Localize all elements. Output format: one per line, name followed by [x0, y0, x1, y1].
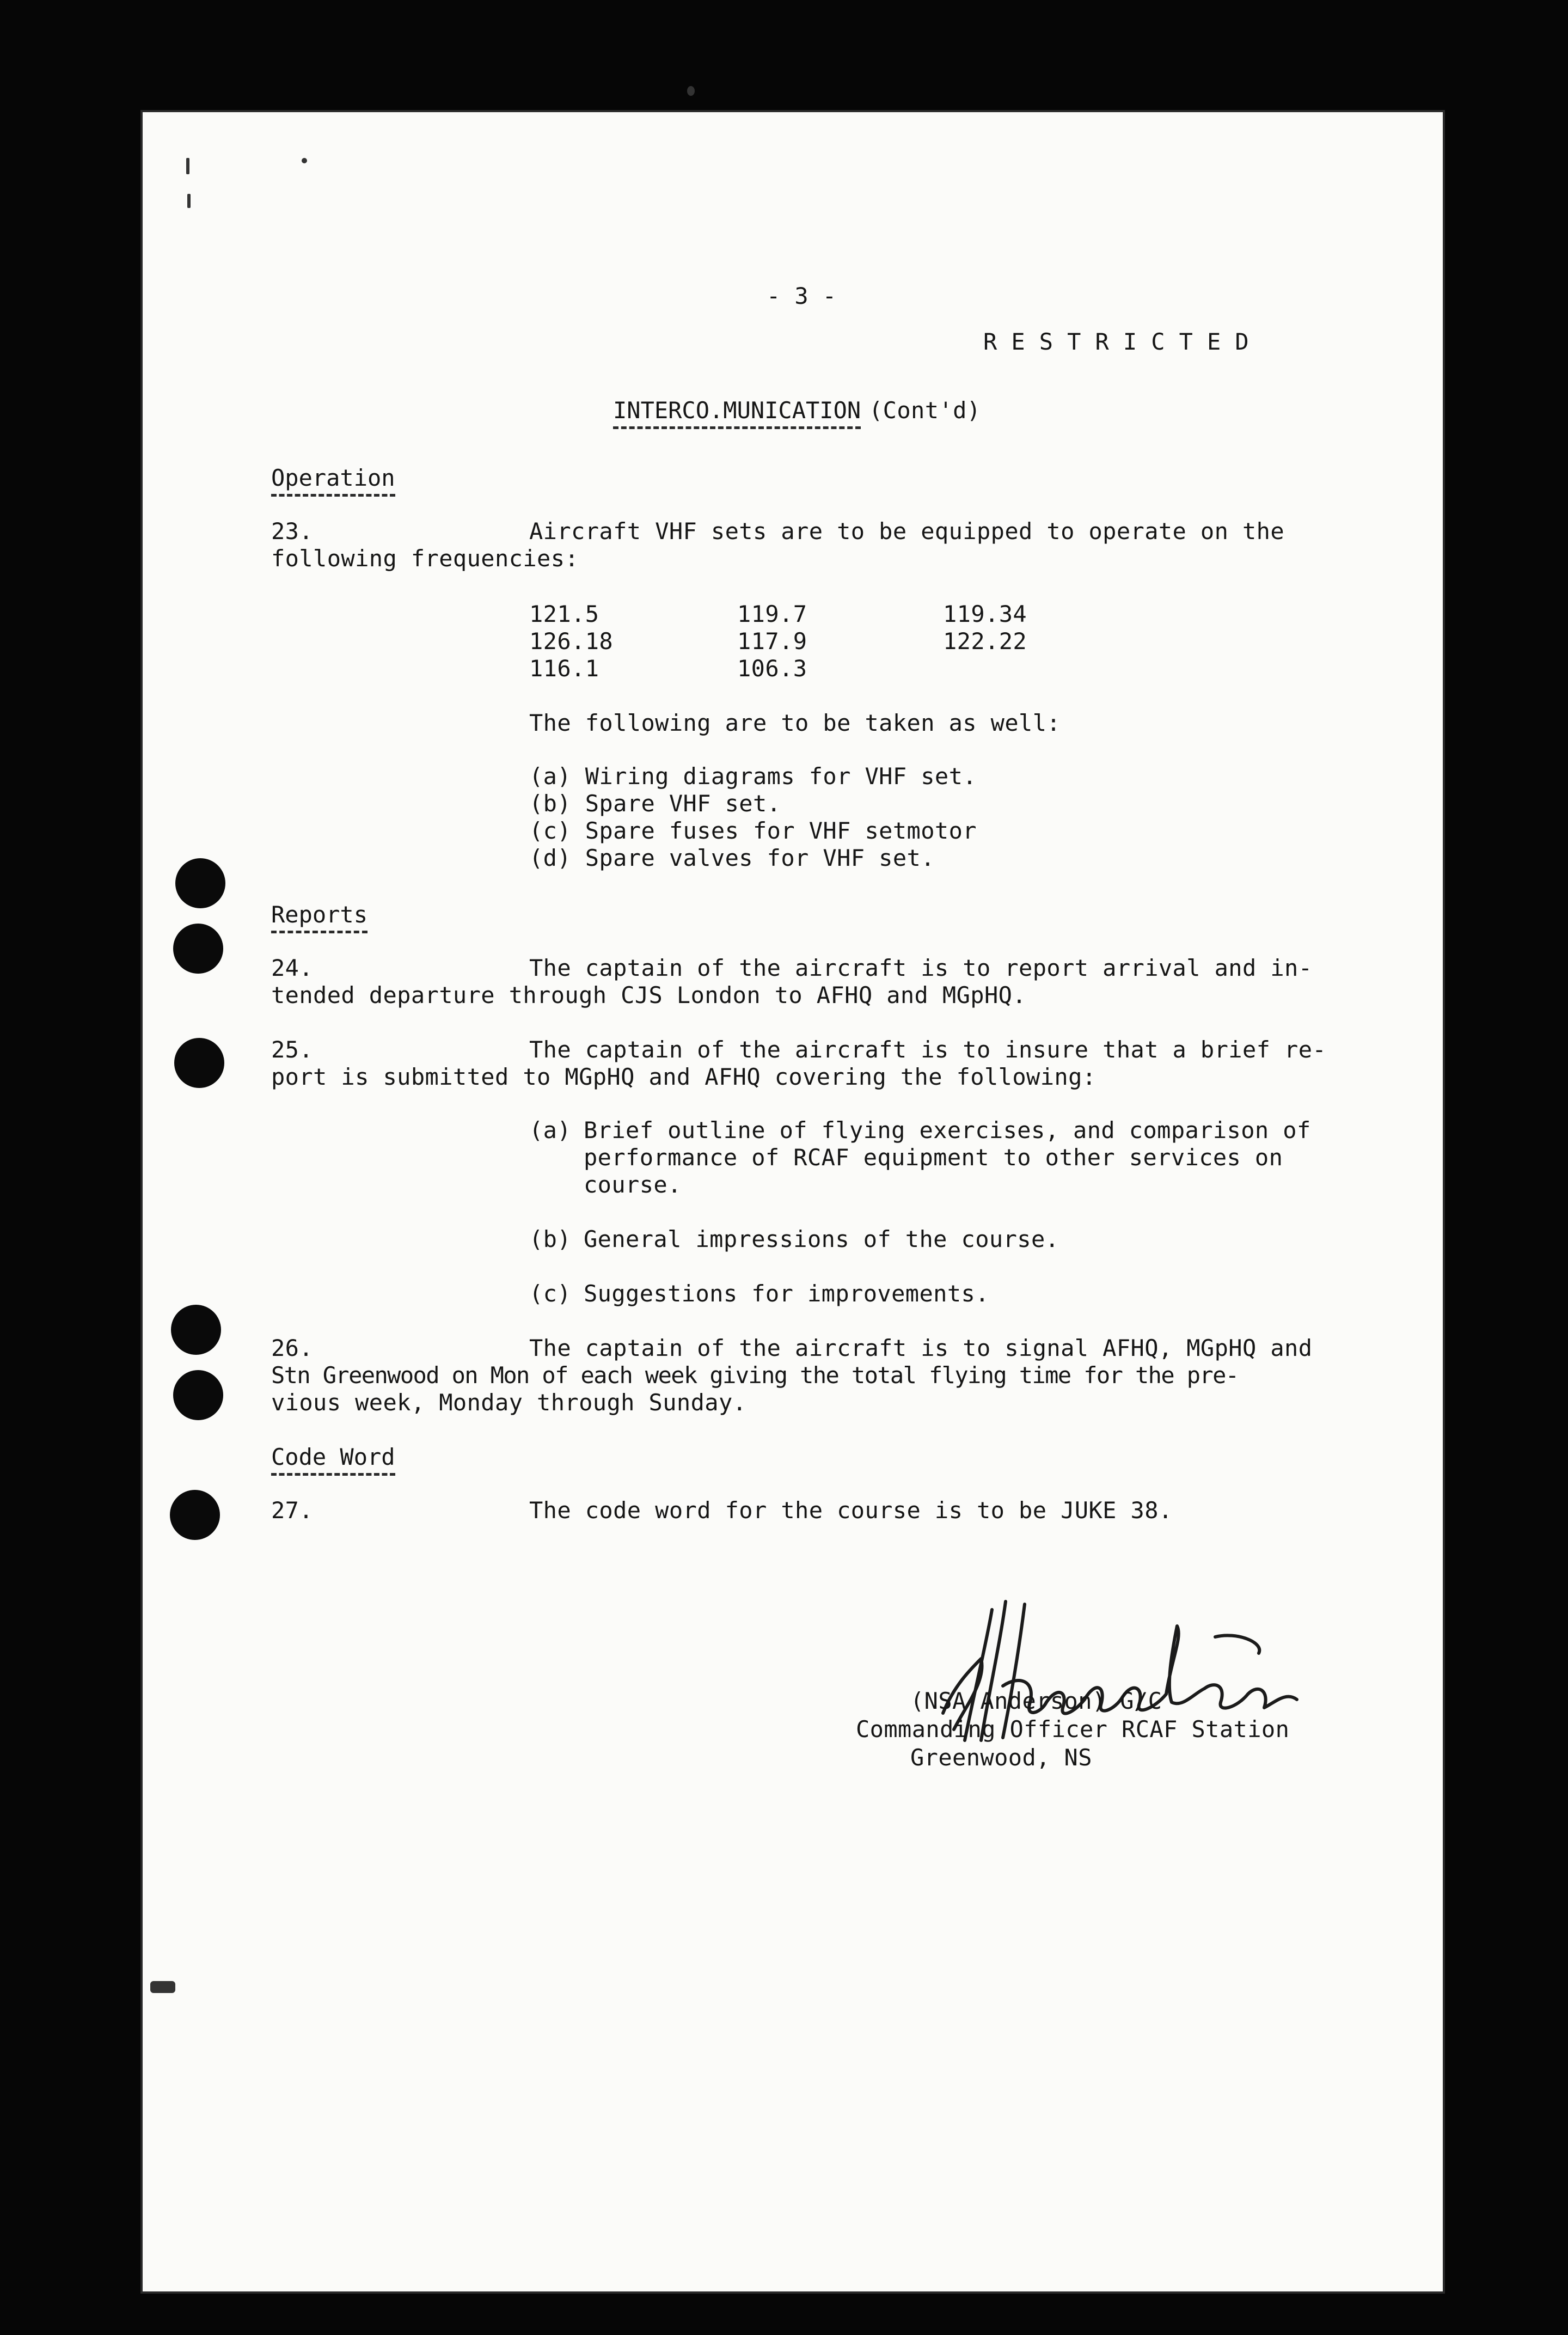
- list-item: General impressions of the course.: [584, 1226, 1059, 1252]
- scan-speck: [687, 86, 695, 96]
- list-item: (a) Wiring diagrams for VHF set.: [529, 763, 977, 790]
- list-item: (d) Spare valves for VHF set.: [529, 845, 935, 871]
- frequency-value: 117.9: [737, 628, 807, 655]
- frequency-value: 121.5: [529, 601, 599, 627]
- list-item: course.: [584, 1171, 682, 1198]
- paragraph-text: Stn Greenwood on Mon of each week giving the total flying time for the pre-: [271, 1362, 1239, 1389]
- scan-speck: [150, 1981, 175, 1993]
- paragraph-text: The captain of the aircraft is to insure that a brief re-: [529, 1036, 1327, 1063]
- frequency-value: 119.7: [737, 601, 807, 627]
- list-item: Brief outline of flying exercises, and comparison of: [584, 1117, 1311, 1144]
- punch-hole: [173, 1370, 223, 1420]
- paragraph-text: vious week, Monday through Sunday.: [271, 1389, 747, 1416]
- punch-hole: [171, 1305, 221, 1355]
- paragraph-text: The captain of the aircraft is to signal AFHQ, MGpHQ and: [529, 1335, 1313, 1361]
- document-title: INTERCO.MUNICATION: [613, 395, 861, 429]
- punch-hole: [170, 1490, 220, 1540]
- paragraph-number: 23.: [271, 518, 314, 545]
- frequency-value: 126.18: [529, 628, 614, 655]
- frequency-value: 116.1: [529, 655, 599, 682]
- list-item: performance of RCAF equipment to other services on: [584, 1144, 1283, 1171]
- punch-hole: [175, 858, 225, 908]
- list-item-label: (a): [529, 1117, 572, 1144]
- signatory-location: Greenwood, NS: [910, 1744, 1092, 1771]
- paragraph-text: The code word for the course is to be JUKE 38.: [529, 1497, 1173, 1524]
- frequency-value: 122.22: [943, 628, 1027, 655]
- paragraph-number: 24.: [271, 955, 314, 981]
- document-page: [143, 112, 1443, 2291]
- section-heading-operation: Operation: [271, 463, 395, 497]
- signatory-title: Commanding Officer RCAF Station: [856, 1716, 1290, 1743]
- classification-label: R E S T R I C T E D: [983, 328, 1250, 355]
- paragraph-text: Aircraft VHF sets are to be equipped to operate on the: [529, 518, 1285, 545]
- document-title-suffix: (Cont'd): [869, 397, 981, 424]
- section-heading-code-word: Code Word: [271, 1442, 395, 1476]
- punch-hole: [173, 924, 223, 974]
- scan-speck: [302, 158, 307, 163]
- list-item-label: (c): [529, 1280, 572, 1307]
- list-item: (c) Spare fuses for VHF setmotor: [529, 817, 977, 844]
- paragraph-text: tended departure through CJS London to AFHQ and MGpHQ.: [271, 982, 1027, 1008]
- paragraph-number: 27.: [271, 1497, 314, 1524]
- paragraph-number: 26.: [271, 1335, 314, 1361]
- section-heading-reports: Reports: [271, 900, 367, 933]
- punch-hole: [174, 1038, 224, 1088]
- paragraph-number: 25.: [271, 1036, 314, 1063]
- scan-speck: [186, 158, 189, 174]
- frequency-value: 119.34: [943, 601, 1027, 627]
- signatory-name: (NSA Anderson) G/C: [910, 1688, 1162, 1714]
- paragraph-text: following frequencies:: [271, 545, 579, 572]
- paragraph-text: The following are to be taken as well:: [529, 710, 1061, 736]
- list-item-label: (b): [529, 1226, 572, 1252]
- list-item: Suggestions for improvements.: [584, 1280, 989, 1307]
- list-item: (b) Spare VHF set.: [529, 790, 781, 817]
- paragraph-text: port is submitted to MGpHQ and AFHQ covering the following:: [271, 1063, 1097, 1090]
- frequency-value: 106.3: [737, 655, 807, 682]
- page-number: - 3 -: [767, 283, 837, 309]
- paragraph-text: The captain of the aircraft is to report arrival and in-: [529, 955, 1313, 981]
- scan-speck: [187, 194, 191, 208]
